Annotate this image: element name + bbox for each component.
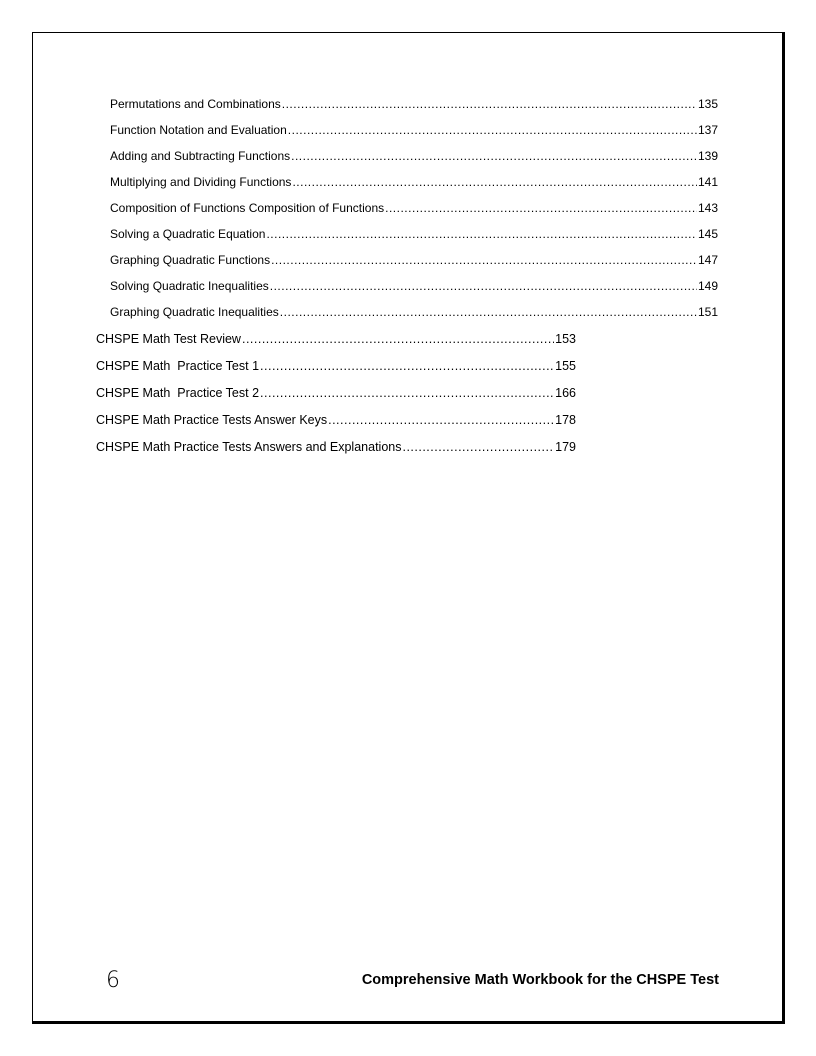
dot-leader bbox=[280, 304, 697, 320]
toc-entry-title: CHSPE Math Practice Test 1 bbox=[96, 359, 260, 373]
dot-leader bbox=[271, 252, 697, 268]
dot-leader bbox=[292, 174, 697, 190]
toc-entry[interactable] bbox=[96, 331, 576, 347]
dot-leader bbox=[260, 385, 554, 401]
dot-leader bbox=[291, 148, 697, 164]
dot-leader bbox=[266, 226, 697, 242]
toc-entry-title: Multiplying and Dividing Functions bbox=[110, 175, 292, 189]
toc-entry-page: 139 bbox=[697, 149, 718, 163]
dot-leader bbox=[402, 439, 554, 455]
toc-entry-page: 141 bbox=[697, 175, 718, 189]
dot-leader bbox=[270, 278, 697, 294]
toc-entry[interactable] bbox=[110, 174, 718, 190]
toc-entry-page: 155 bbox=[555, 359, 576, 373]
toc-entry-title: Solving a Quadratic Equation bbox=[110, 227, 266, 241]
toc-entry-page: 151 bbox=[697, 305, 718, 319]
toc-entry-page: 166 bbox=[555, 386, 576, 400]
toc-entry[interactable] bbox=[96, 385, 576, 401]
toc-entry[interactable] bbox=[110, 148, 718, 164]
toc-entry-page: 179 bbox=[555, 440, 576, 454]
toc-entry-title: CHSPE Math Test Review bbox=[96, 332, 241, 346]
dot-leader bbox=[385, 200, 697, 216]
toc-entry-page: 143 bbox=[697, 201, 718, 215]
toc-entry-title: Adding and Subtracting Functions bbox=[110, 149, 291, 163]
toc-entry-title: Permutations and Combinations bbox=[110, 97, 281, 111]
dot-leader bbox=[282, 96, 697, 112]
dot-leader bbox=[288, 122, 697, 138]
toc-entry-title: Composition of Functions Composition of Functions bbox=[110, 201, 385, 215]
toc-entry[interactable] bbox=[110, 96, 718, 112]
toc-entry-page: 149 bbox=[697, 279, 718, 293]
toc-entry[interactable] bbox=[110, 122, 718, 138]
toc-entry-page: 135 bbox=[697, 97, 718, 111]
dot-leader bbox=[260, 358, 554, 374]
dot-leader bbox=[242, 331, 554, 347]
toc-entry-title: CHSPE Math Practice Tests Answers and Explanations bbox=[96, 440, 402, 454]
toc-entry[interactable] bbox=[110, 278, 718, 294]
dot-leader bbox=[328, 412, 554, 428]
toc-entry-page: 145 bbox=[697, 227, 718, 241]
toc-entry[interactable] bbox=[110, 200, 718, 216]
toc-entry-page: 153 bbox=[555, 332, 576, 346]
toc-entry-title: Function Notation and Evaluation bbox=[110, 123, 287, 137]
toc-entry-title: Solving Quadratic Inequalities bbox=[110, 279, 269, 293]
toc-entry-page: 137 bbox=[697, 123, 718, 137]
toc-entry-title: CHSPE Math Practice Test 2 bbox=[96, 386, 260, 400]
toc-entry[interactable] bbox=[110, 252, 718, 268]
toc-entry[interactable] bbox=[110, 226, 718, 242]
toc-entry[interactable] bbox=[96, 439, 576, 455]
toc-entry[interactable] bbox=[110, 304, 718, 320]
toc-entry-page: 178 bbox=[555, 413, 576, 427]
toc-entry-title: CHSPE Math Practice Tests Answer Keys bbox=[96, 413, 328, 427]
toc-entry-title: Graphing Quadratic Inequalities bbox=[110, 305, 279, 319]
toc-entry-title: Graphing Quadratic Functions bbox=[110, 253, 271, 267]
toc-entry[interactable] bbox=[96, 358, 576, 374]
book-title-footer: Comprehensive Math Workbook for the CHSPE Test bbox=[361, 972, 719, 988]
toc-entry[interactable] bbox=[96, 412, 576, 428]
toc-entry-page: 147 bbox=[697, 253, 718, 267]
page-number: 6 bbox=[106, 968, 120, 993]
